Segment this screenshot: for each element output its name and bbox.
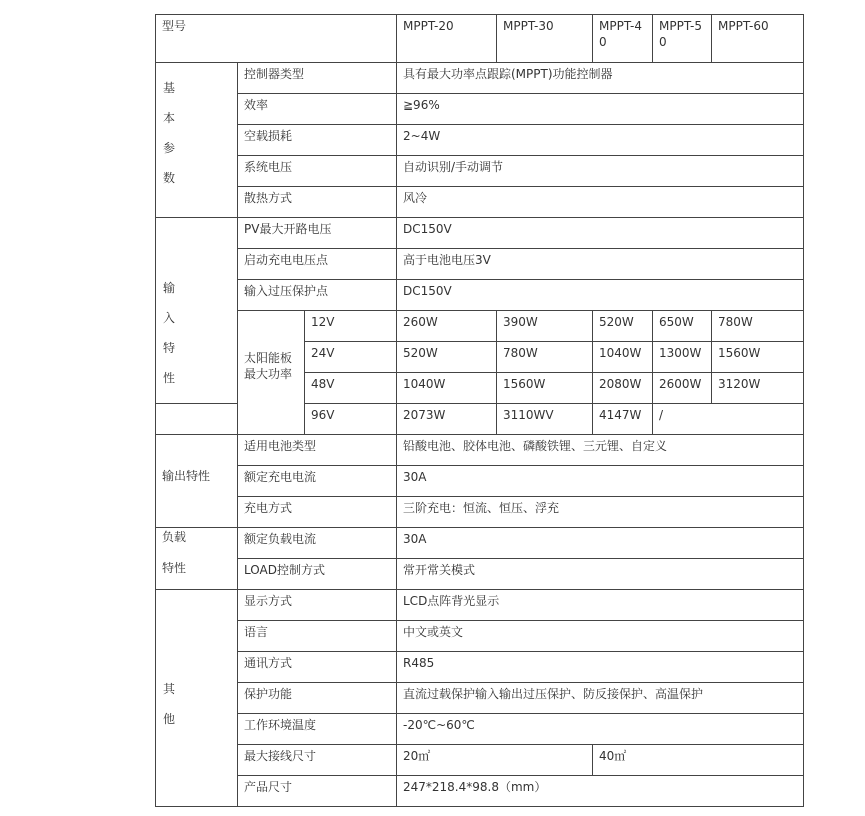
spec-value: 高于电池电压3V [403, 253, 491, 267]
power-cell: 1560W [503, 377, 546, 391]
spec-value: 三阶充电：恒流、恒压、浮充 [403, 501, 560, 515]
power-cell: 1560W [718, 346, 761, 360]
group-line: 特性 [162, 561, 187, 575]
power-cell: 1040W [403, 377, 446, 391]
group-char: 本 [163, 111, 176, 125]
spec-label: 充电方式 [244, 501, 293, 515]
power-cell: 780W [718, 315, 753, 329]
panel-label-line: 最大功率 [244, 367, 293, 381]
spec-label: 输入过压保护点 [244, 284, 329, 298]
spec-value: 风冷 [403, 191, 428, 205]
spec-label: 产品尺寸 [244, 780, 293, 794]
spec-label: PV最大开路电压 [244, 222, 332, 236]
voltage-cell: 12V [311, 315, 335, 329]
voltage-cell: 48V [311, 377, 335, 391]
power-cell: 260W [403, 315, 438, 329]
spec-value: 自动识别/手动调节 [403, 160, 504, 174]
power-cell: 2080W [599, 377, 642, 391]
group-label-output: 输出特性 [162, 469, 211, 483]
spec-value: 铅酸电池、胶体电池、磷酸铁锂、三元锂、自定义 [403, 439, 668, 453]
spec-label: LOAD控制方式 [244, 563, 325, 577]
power-cell: 3120W [718, 377, 761, 391]
spec-value: 20㎡ [403, 749, 431, 763]
spec-value: 具有最大功率点跟踪(MPPT)功能控制器 [403, 67, 613, 81]
spec-value: 中文或英文 [403, 625, 464, 639]
spec-value: DC150V [403, 284, 452, 298]
group-char: 特 [163, 341, 176, 355]
power-cell: 3110WV [503, 408, 554, 422]
power-cell: 780W [503, 346, 538, 360]
power-cell: 2073W [403, 408, 446, 422]
spec-label: 控制器类型 [244, 67, 305, 81]
spec-label: 效率 [244, 98, 269, 112]
spec-value: 30A [403, 470, 427, 484]
spec-label: 最大接线尺寸 [244, 749, 317, 763]
spec-label: 适用电池类型 [244, 439, 317, 453]
voltage-cell: 96V [311, 408, 335, 422]
power-cell: 1040W [599, 346, 642, 360]
group-char: 性 [163, 371, 176, 385]
spec-label: 显示方式 [244, 594, 293, 608]
group-char: 数 [163, 171, 176, 185]
line [155, 403, 237, 404]
spec-value: 40㎡ [599, 749, 627, 763]
power-cell: 1300W [659, 346, 702, 360]
group-char: 其 [163, 682, 176, 696]
model-header-cell: MPPT-20 [403, 19, 454, 33]
spec-value: ≧96% [403, 98, 440, 112]
spec-label: 空载损耗 [244, 129, 293, 143]
spec-label: 散热方式 [244, 191, 293, 205]
spec-value: 2~4W [403, 129, 441, 143]
power-cell: 650W [659, 315, 694, 329]
power-cell: 2600W [659, 377, 702, 391]
group-char: 入 [163, 311, 176, 325]
spec-value: DC150V [403, 222, 452, 236]
spec-label: 系统电压 [244, 160, 293, 174]
power-cell: 390W [503, 315, 538, 329]
line [155, 14, 156, 807]
spec-label: 额定负载电流 [244, 532, 317, 546]
model-header-label: 型号 [162, 19, 187, 33]
group-line: 负载 [162, 530, 187, 544]
spec-label: 工作环境温度 [244, 718, 317, 732]
panel-label-line: 太阳能板 [244, 351, 293, 365]
group-char: 参 [163, 141, 176, 155]
spec-value: 常开常关模式 [403, 563, 476, 577]
spec-value: R485 [403, 656, 435, 670]
spec-value: 247*218.4*98.8（mm） [403, 780, 547, 794]
model-header-cell: MPPT-30 [503, 19, 554, 33]
power-cell: / [659, 408, 664, 422]
line [155, 806, 804, 807]
group-char: 基 [163, 81, 176, 95]
spec-value: LCD点阵背光显示 [403, 594, 500, 608]
spec-label: 通讯方式 [244, 656, 293, 670]
line [803, 14, 804, 807]
spec-label: 额定充电电流 [244, 470, 317, 484]
spec-label: 保护功能 [244, 687, 293, 701]
spec-label: 启动充电电压点 [244, 253, 329, 267]
spec-label: 语言 [244, 625, 269, 639]
power-cell: 520W [403, 346, 438, 360]
model-header-cell: MPPT-40 [599, 19, 643, 49]
spec-value: 直流过载保护输入输出过压保护、防反接保护、高温保护 [403, 687, 704, 701]
spec-value: 30A [403, 532, 427, 546]
group-char: 他 [163, 712, 176, 726]
group-char: 输 [163, 281, 176, 295]
voltage-cell: 24V [311, 346, 335, 360]
model-header-cell: MPPT-50 [659, 19, 703, 49]
power-cell: 520W [599, 315, 634, 329]
spec-value: -20℃~60℃ [403, 718, 475, 732]
power-cell: 4147W [599, 408, 642, 422]
model-header-cell: MPPT-60 [718, 19, 769, 33]
